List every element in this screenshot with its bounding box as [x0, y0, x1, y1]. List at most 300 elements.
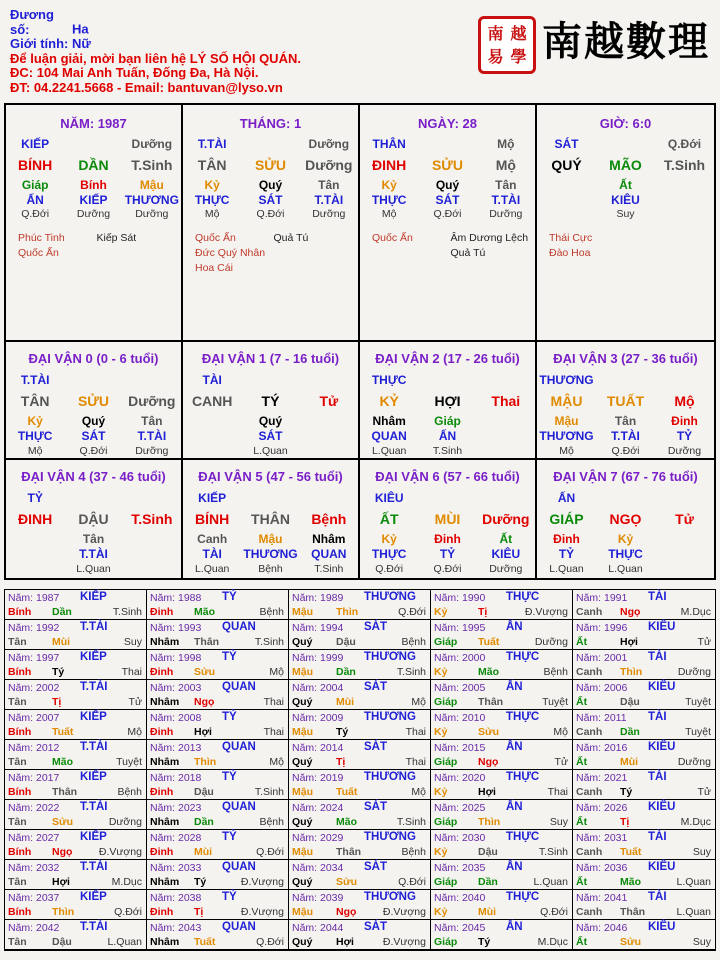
year-god: KIÊU [648, 621, 676, 633]
year-god: THỰC [506, 591, 540, 603]
year-god: KIẾP [80, 651, 107, 663]
spacer [123, 373, 181, 387]
pillar-cell: SÁT [554, 137, 579, 151]
pillar-cell: Dưỡng [76, 208, 111, 220]
year-branch: Thìn [194, 756, 217, 768]
year-stage: Mộ [127, 726, 142, 738]
pillar-row [183, 193, 358, 207]
year-stem: Đinh [150, 606, 174, 618]
year-label: Năm: 2038 [150, 892, 202, 904]
year-line2 [576, 696, 713, 709]
year-stage: Suy [692, 846, 711, 858]
pillar-cell: Tân [141, 414, 163, 428]
year-stage: T.Sinh [538, 846, 568, 858]
luck-god-cell: THƯƠNG [539, 429, 594, 443]
year-cell [147, 710, 289, 740]
pillar-cell: T.TÀI [197, 137, 227, 151]
luck-gods [183, 429, 358, 443]
year-line1 [434, 802, 570, 815]
year-label: Năm: 1992 [8, 622, 60, 634]
year-branch: Tý [194, 876, 207, 888]
year-stage: Tuyệt [685, 696, 711, 708]
year-god: THƯƠNG [364, 771, 416, 783]
year-god: TÀI [648, 891, 667, 903]
year-god: KIẾP [80, 771, 107, 783]
year-label: Năm: 1990 [434, 592, 486, 604]
year-branch: Thân [620, 906, 646, 918]
year-line2 [576, 846, 713, 859]
year-god: T.TÀI [80, 621, 108, 633]
luck-god-cell: TỶ [676, 429, 693, 443]
pillar-row [183, 137, 358, 151]
year-label: Năm: 1989 [292, 592, 344, 604]
luck-pillar-0 [6, 342, 183, 460]
year-label: Năm: 2005 [434, 682, 486, 694]
year-stage: Suy [549, 816, 568, 828]
year-stage: L.Quan [533, 876, 568, 888]
pillar-cell: Giáp [434, 414, 461, 428]
year-line2 [8, 936, 144, 949]
year-line1 [150, 652, 286, 665]
year-cell [147, 650, 289, 680]
year-god: THƯƠNG [364, 891, 416, 903]
luck-pillar-7 [537, 460, 714, 578]
year-god: TÀI [648, 831, 667, 843]
year-line1 [576, 802, 713, 815]
year-label: Năm: 2002 [8, 682, 60, 694]
pillar-cell: TÂN [20, 393, 50, 409]
year-stage: T.Sinh [254, 786, 284, 798]
year-line2 [292, 726, 428, 739]
pillar-cell: Kỷ [381, 178, 397, 192]
year-god: SÁT [364, 861, 387, 873]
year-label: Năm: 1997 [8, 652, 60, 664]
luck-pillar-4 [6, 460, 183, 578]
pillar-cell: THỰC [371, 193, 407, 207]
luck-god: TỶ [27, 491, 43, 505]
year-stem: Mậu [292, 786, 313, 798]
year-branch: Dần [620, 726, 640, 738]
year-stem: Nhâm [150, 756, 180, 768]
pillar-cell [123, 532, 181, 546]
year-cell [147, 890, 289, 920]
pillar-title: NGÀY: 28 [418, 116, 477, 131]
year-label: Năm: 2015 [434, 742, 486, 754]
luck-stage-cell: L.Quan [549, 563, 584, 575]
year-stage: L.Quan [676, 876, 711, 888]
year-line1 [150, 832, 286, 845]
year-line1 [292, 682, 428, 695]
year-line2 [8, 636, 144, 649]
year-label: Năm: 2027 [8, 832, 60, 844]
pillar-cell [418, 137, 476, 151]
year-god: TỶ [222, 771, 237, 783]
year-stem: Canh [576, 606, 603, 618]
year-stem: Đinh [150, 786, 174, 798]
year-line2 [292, 906, 428, 919]
pillar-title: GIỜ: 6:0 [599, 116, 652, 131]
year-stage: Dưỡng [108, 816, 142, 828]
year-stage: Thai [547, 786, 568, 798]
year-line2 [8, 816, 144, 829]
year-stage: Q.Đới [256, 846, 284, 858]
year-stem: Bính [8, 726, 32, 738]
pillar-row [183, 532, 358, 546]
year-god: TỶ [222, 891, 237, 903]
year-label: Năm: 2043 [150, 922, 202, 934]
luck-god-cell: TỶ [558, 547, 575, 561]
year-branch: Tý [620, 786, 633, 798]
pillar-cell: THÂN [372, 137, 406, 151]
pillar-cell: QUÝ [551, 157, 582, 173]
year-line1 [8, 862, 144, 875]
luck-god: KIÊU [374, 491, 404, 505]
year-god: ẤN [506, 681, 523, 693]
year-stage: Thai [263, 726, 284, 738]
luck-stage-cell [655, 563, 714, 575]
year-god: THƯƠNG [364, 651, 416, 663]
year-line1 [434, 892, 570, 905]
year-line2 [576, 636, 713, 649]
year-god: KIÊU [648, 801, 676, 813]
luck-god-cell: THƯƠNG [243, 547, 298, 561]
pillar-row [360, 532, 535, 546]
pillar-cell: SÁT [258, 193, 283, 207]
year-god: QUAN [222, 621, 256, 633]
year-branch: Mùi [478, 906, 497, 918]
year-line2 [434, 816, 570, 829]
pillar-cell: Mộ [674, 393, 695, 409]
year-stem: Quý [292, 876, 313, 888]
pillar-cell: Mậu [139, 178, 164, 192]
pillar-row [183, 178, 358, 192]
luck-stage-cell [300, 445, 358, 457]
luck-title: ĐẠI VẬN 3 (27 - 36 tuổi) [553, 351, 698, 366]
year-cell [431, 650, 573, 680]
year-cell [5, 770, 147, 800]
year-label: Năm: 2044 [292, 922, 344, 934]
spacer [477, 491, 535, 505]
luck-stage-cell: T.Sinh [314, 563, 344, 575]
year-stage: L.Quan [676, 906, 711, 918]
pillar-row [360, 137, 535, 151]
year-stem: Bính [8, 666, 32, 678]
year-branch: Sửu [194, 666, 216, 678]
contact-line: Để luận giải, mời bạn liên hệ LÝ SỐ HỘI QUÁN. [10, 50, 301, 66]
year-line2 [292, 846, 428, 859]
year-stem: Ất [576, 936, 588, 948]
year-line2 [8, 606, 144, 619]
pillar-notes [372, 231, 529, 260]
year-god: SÁT [364, 921, 387, 933]
pillar-cell: Suy [616, 208, 635, 220]
year-label: Năm: 2013 [150, 742, 202, 754]
pillar-cell: THƯƠNG [124, 193, 179, 207]
year-cell [573, 830, 715, 860]
pillar-row [537, 414, 714, 428]
year-line2 [434, 846, 570, 859]
year-stage: Q.Đới [114, 906, 142, 918]
year-line1 [150, 922, 286, 935]
luck-top [6, 491, 181, 505]
year-god: SÁT [364, 741, 387, 753]
note-text: Kiếp Sát [96, 232, 137, 244]
year-line2 [8, 846, 144, 859]
year-line1 [8, 622, 144, 635]
pillar-cell: MẬU [550, 393, 583, 409]
year-label: Năm: 1987 [8, 592, 60, 604]
pillar-cell: DẬU [78, 511, 109, 527]
year-branch: Sửu [336, 876, 358, 888]
year-cell [573, 710, 715, 740]
year-stem: Mậu [292, 906, 313, 918]
year-line1 [150, 772, 286, 785]
year-line2 [576, 726, 713, 739]
year-cell [431, 920, 573, 950]
note-text: Hoa Cái [195, 262, 233, 274]
year-stage: Dưỡng [534, 636, 568, 648]
year-cell [5, 800, 147, 830]
year-branch: Ngọ [52, 846, 73, 858]
year-cell [147, 860, 289, 890]
pillar-cell: Ất [619, 178, 632, 192]
luck-gods [6, 429, 181, 443]
pillar-cell: Q.Đới [667, 137, 702, 151]
luck-stages [183, 445, 358, 457]
year-label: Năm: 2028 [150, 832, 202, 844]
luck-top [537, 373, 714, 387]
luck-pillar-3 [537, 342, 714, 460]
year-branch: Tý [52, 666, 65, 678]
spacer [64, 491, 122, 505]
luck-title: ĐẠI VẬN 7 (67 - 76 tuổi) [553, 469, 698, 484]
luck-god-cell: KIÊU [491, 547, 521, 561]
spacer [418, 373, 476, 387]
luck-god-cell: TÀI [202, 547, 222, 561]
year-label: Năm: 2006 [576, 682, 628, 694]
pillar-cell: Dưỡng [482, 511, 530, 527]
year-god: THỰC [506, 771, 540, 783]
year-god: KIẾP [80, 831, 107, 843]
pillar-cell: Quý [81, 414, 106, 428]
year-stem: Quý [292, 936, 313, 948]
luck-top [183, 491, 358, 505]
pillar-cell: Mộ [381, 208, 397, 220]
pillar-cell [300, 414, 358, 428]
year-god: T.TÀI [80, 801, 108, 813]
year-branch: Tị [336, 756, 346, 768]
spacer [241, 491, 299, 505]
year-label: Năm: 2026 [576, 802, 628, 814]
year-stem: Canh [576, 846, 603, 858]
year-stem: Kỷ [434, 786, 448, 798]
note-text: Đức Quý Nhân [195, 247, 266, 259]
year-stem: Giáp [434, 816, 458, 828]
year-cell [431, 830, 573, 860]
note-text [97, 246, 176, 260]
pillar-cell: TÂN [197, 157, 227, 173]
note-text: Quốc Ấn [195, 232, 236, 244]
year-stem: Giáp [434, 696, 458, 708]
year-cell [431, 860, 573, 890]
pillar-cell [477, 414, 535, 428]
year-line2 [292, 636, 428, 649]
year-branch: Mão [620, 876, 641, 888]
year-line2 [150, 816, 286, 829]
pillar-cell: Mộ [495, 157, 516, 173]
pillar-row [183, 157, 358, 173]
gender-value: Nữ [72, 36, 91, 51]
luck-stage-cell: Dưỡng [489, 563, 523, 575]
year-cell [147, 590, 289, 620]
year-stem: Canh [576, 726, 603, 738]
year-line1 [8, 802, 144, 815]
year-stem: Quý [292, 636, 313, 648]
year-stem: Nhâm [150, 816, 180, 828]
pillar-cell: THỰC [194, 193, 230, 207]
year-god: THƯƠNG [364, 591, 416, 603]
pillar-cell: Tân [495, 178, 517, 192]
pillar-cell: Ất [499, 532, 513, 546]
year-cell [431, 620, 573, 650]
year-label: Năm: 2011 [576, 712, 627, 724]
year-stem: Tân [8, 756, 27, 768]
year-god: T.TÀI [80, 861, 108, 873]
year-branch: Thìn [336, 606, 359, 618]
year-line1 [292, 802, 428, 815]
year-line2 [292, 666, 428, 679]
year-branch: Hợi [52, 876, 70, 888]
pillar-cell: Mộ [204, 208, 220, 220]
year-stage: Mộ [269, 666, 284, 678]
pillar-cell: Giáp [21, 178, 49, 192]
pillar-row [6, 414, 181, 428]
pillar-row [537, 532, 714, 546]
year-label: Năm: 2025 [434, 802, 486, 814]
luck-pillar-2 [360, 342, 537, 460]
spacer [655, 491, 714, 505]
year-line1 [8, 652, 144, 665]
brand-calligraphy: 南越數理 [542, 18, 710, 65]
year-cell [431, 800, 573, 830]
year-line1 [292, 622, 428, 635]
pillar-cell: Tân [318, 178, 340, 192]
year-cell [573, 590, 715, 620]
year-branch: Dậu [52, 936, 72, 948]
pillar-cell: ẤN [26, 193, 44, 207]
year-stem: Kỷ [434, 666, 448, 678]
year-stem: Mậu [292, 606, 313, 618]
year-line2 [150, 606, 286, 619]
year-cell [5, 620, 147, 650]
year-stem: Mậu [292, 846, 313, 858]
year-branch: Tuất [478, 636, 500, 648]
luck-god-cell: THỰC [608, 547, 643, 561]
year-line1 [576, 742, 713, 755]
year-branch: Tuất [620, 846, 642, 858]
pillar-cell: KIẾP [79, 193, 108, 207]
pillar-cell: Dưỡng [305, 157, 353, 173]
year-branch: Mùi [194, 846, 213, 858]
year-cell [5, 650, 147, 680]
year-branch: Thân [478, 696, 504, 708]
year-line1 [8, 742, 144, 755]
luck-pillar-1 [183, 342, 360, 460]
year-stage: M.Dục [680, 606, 711, 618]
year-cell [147, 770, 289, 800]
pillar-cell: Quý [258, 414, 283, 428]
pillar-row [360, 208, 535, 220]
note-text [372, 246, 451, 260]
year-label: Năm: 2046 [576, 922, 628, 934]
year-god: TỶ [222, 831, 237, 843]
year-cell [147, 740, 289, 770]
year-line2 [576, 786, 713, 799]
year-line1 [150, 862, 286, 875]
luck-stages [183, 563, 358, 575]
year-god: T.TÀI [80, 921, 108, 933]
year-branch: Tý [478, 936, 491, 948]
year-branch: Tuất [194, 936, 216, 948]
year-stage: Mộ [553, 726, 568, 738]
luck-god-cell [477, 429, 535, 443]
luck-god-cell: ẤN [438, 429, 457, 443]
year-stem: Ất [576, 876, 588, 888]
pillar-row [6, 157, 181, 173]
year-cell [573, 650, 715, 680]
pillar-cell: T.TÀI [314, 193, 344, 207]
year-label: Năm: 1998 [150, 652, 202, 664]
year-line2 [434, 786, 570, 799]
pillar-cell: Mậu [554, 414, 579, 428]
year-cell [573, 620, 715, 650]
year-label: Năm: 2007 [8, 712, 60, 724]
pillar-cell: THÂN [251, 511, 290, 527]
pillar-cell: KIÊU [611, 193, 640, 207]
year-branch: Hợi [194, 726, 212, 738]
year-label: Năm: 2034 [292, 862, 344, 874]
year-god: T.TÀI [80, 741, 108, 753]
year-label: Năm: 2041 [576, 892, 628, 904]
year-line1 [8, 712, 144, 725]
year-label: Năm: 1996 [576, 622, 628, 634]
year-label: Năm: 2000 [434, 652, 486, 664]
year-branch: Thìn [52, 906, 75, 918]
year-line1 [434, 742, 570, 755]
year-god: THỰC [506, 711, 540, 723]
year-god: TÀI [648, 711, 667, 723]
year-line1 [150, 712, 286, 725]
luck-top [6, 373, 181, 387]
year-label: Năm: 2009 [292, 712, 344, 724]
year-stem: Bính [8, 906, 32, 918]
luck-stage-cell: Q.Đới [79, 445, 108, 457]
year-cell [5, 740, 147, 770]
pillar-cell: Nhâm [372, 414, 406, 428]
pillar-row [183, 208, 358, 220]
year-cell [289, 620, 431, 650]
year-stem: Canh [576, 666, 603, 678]
luck-stage-cell: L.Quan [194, 563, 230, 575]
year-cell [431, 770, 573, 800]
year-line1 [434, 862, 570, 875]
year-branch: Dậu [194, 786, 214, 798]
year-label: Năm: 2037 [8, 892, 60, 904]
year-stage: Mộ [411, 696, 426, 708]
year-god: TÀI [648, 651, 667, 663]
luck-title: ĐẠI VẬN 2 (17 - 26 tuổi) [375, 351, 520, 366]
year-line2 [576, 876, 713, 889]
